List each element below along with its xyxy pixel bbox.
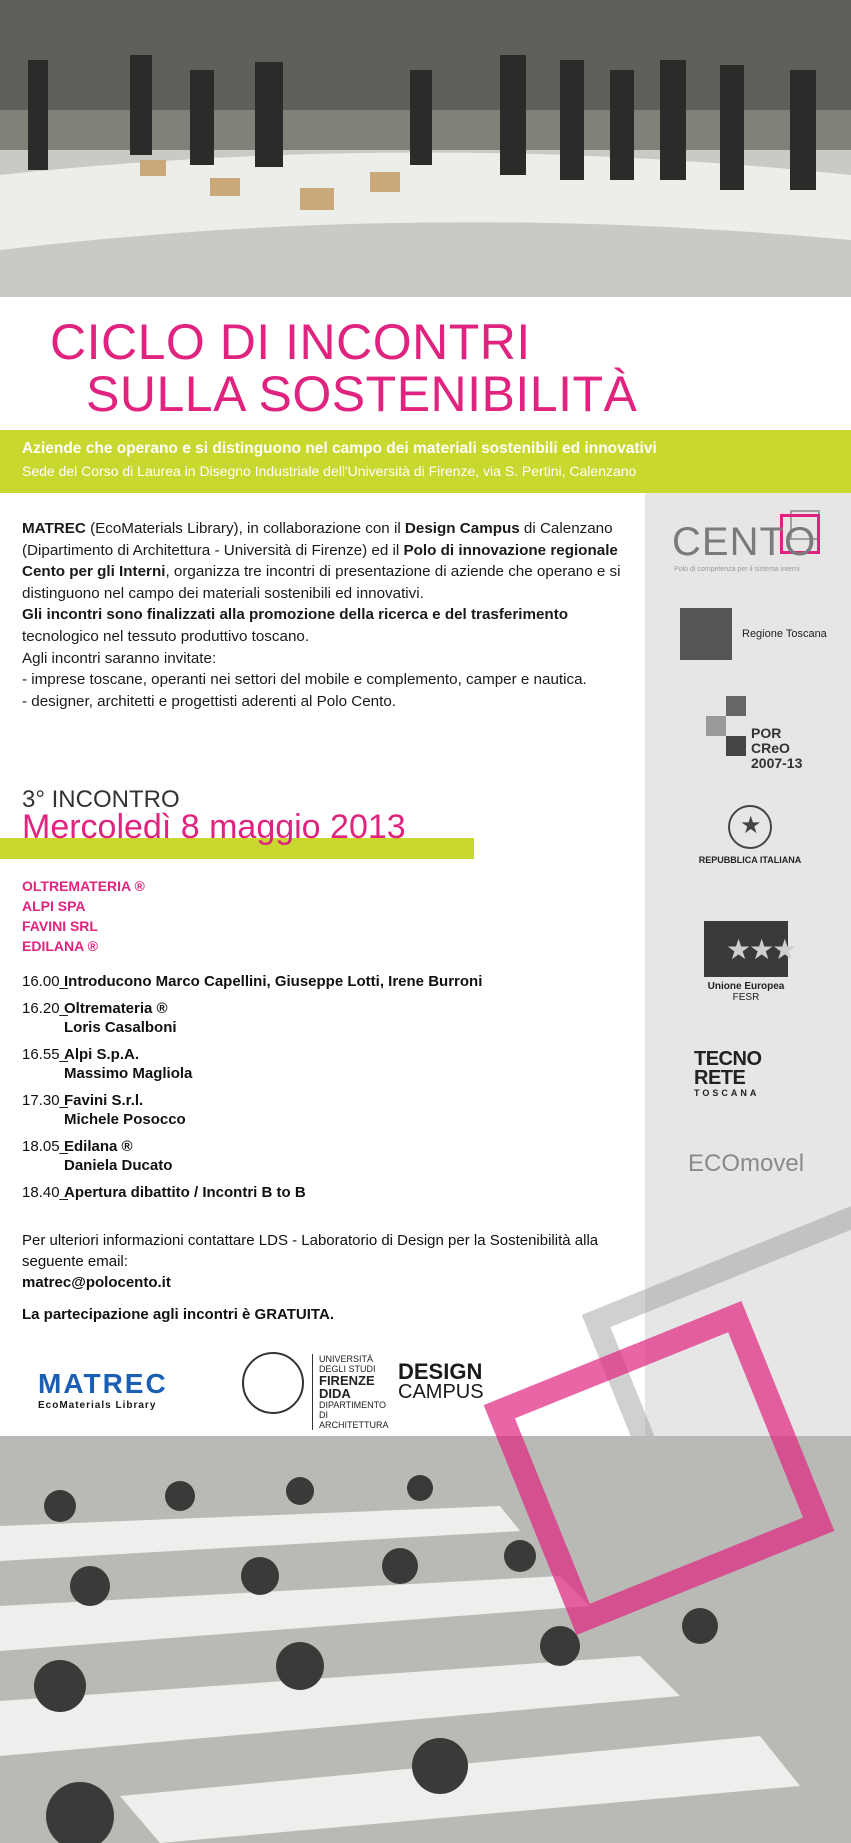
por-square-2 — [706, 716, 726, 736]
regione-toscana-text: Regione Toscana — [742, 628, 827, 640]
program-line-1: Oltremateria ® — [64, 999, 168, 1017]
company-item: FAVINI SRL — [22, 918, 98, 934]
top-photo-meeting-room — [0, 0, 851, 297]
program-line-1: Favini S.r.l. — [64, 1091, 144, 1109]
intro-text-1f: , organizza tre incontri di presentazione di aziende che operano e si distinguono nel campo dei materiali sostenibili ed innovativi. — [22, 563, 621, 602]
program-line-1: Edilana ® — [64, 1137, 133, 1155]
intro-paragraph-1 — [22, 518, 622, 604]
tecnorete-logo — [694, 1050, 814, 1098]
unifi-logo — [242, 1352, 389, 1430]
cento-tagline: Polo di competenza per il sistema interni — [674, 566, 800, 573]
fesr-text: FESR — [732, 992, 760, 1003]
design-campus-logo — [398, 1359, 484, 1403]
cento-logo — [672, 510, 822, 573]
campus-word: CAMPUS — [398, 1381, 484, 1403]
intro-text-2b: tecnologico nel tessuto produttivo toscano. — [22, 627, 310, 645]
intro-paragraph-2 — [22, 604, 622, 647]
eu-flag-icon: ★★★ — [704, 921, 788, 977]
intro-text-1b: (EcoMaterials Library), in collaborazione con il — [85, 520, 405, 537]
program-row — [22, 1045, 482, 1084]
repubblica-italiana-logo — [690, 805, 810, 865]
program-desc — [64, 999, 177, 1038]
program-line-2: Michele Posocco — [64, 1111, 186, 1128]
title-line-1: CICLO DI INCONTRI — [50, 314, 531, 370]
top-photo-illustration — [0, 0, 851, 297]
por-square-1 — [726, 696, 746, 716]
company-list — [22, 876, 145, 956]
design-campus-name: Design Campus — [404, 520, 520, 537]
program-time: 16.20_ — [22, 999, 68, 1017]
program-time: 18.40_ — [22, 1183, 68, 1201]
university-seal-icon — [242, 1352, 304, 1414]
program-desc — [64, 972, 482, 992]
company-item: EDILANA ® — [22, 938, 98, 954]
program-time: 18.05_ — [22, 1137, 68, 1155]
intro-paragraph-5: - designer, architetti e progettisti aderenti al Polo Cento. — [22, 692, 396, 710]
program-line-2: Loris Casalboni — [64, 1019, 177, 1036]
program-desc — [64, 1045, 192, 1084]
polo-cento-name: Polo di innovazione regionale Cento per gli Interni — [22, 541, 618, 581]
matrec-word: MATREC — [38, 1368, 168, 1399]
por-creo-logo — [706, 696, 816, 770]
contact-info — [22, 1230, 622, 1293]
unifi-text-2: DEGLI STUDI — [319, 1364, 376, 1374]
intro-paragraph-4: - imprese toscane, operanti nei settori del mobile e complemento, camper e nautica. — [22, 671, 587, 689]
program-row — [22, 972, 482, 992]
program-row — [22, 1183, 482, 1203]
program-desc — [64, 1137, 172, 1176]
program-row — [22, 999, 482, 1038]
por-text-2: CReO — [751, 740, 790, 756]
unifi-text-1: UNIVERSITÀ — [319, 1354, 374, 1364]
por-text-3: 2007-13 — [751, 755, 803, 771]
intro-text — [22, 518, 622, 712]
event-label: 3° INCONTRO — [22, 786, 180, 813]
program-desc — [64, 1091, 186, 1130]
matrec-name: MATREC — [22, 520, 86, 537]
ue-text: Unione Europea — [707, 981, 785, 992]
company-item: ALPI SPA — [22, 898, 86, 914]
repubblica-text: REPUBBLICA ITALIANA — [698, 855, 802, 865]
intro-text-2a: Gli incontri sono finalizzati alla promozione della ricerca e del trasferimento — [22, 606, 569, 624]
cento-word: CENTO — [672, 520, 817, 564]
event-date: Mercoledì 8 maggio 2013 — [22, 808, 406, 846]
program-schedule — [22, 972, 482, 1209]
por-text-1: POR — [751, 725, 782, 741]
pegasus-icon — [680, 608, 732, 660]
unifi-text-4: DIDA — [319, 1386, 351, 1401]
subtitle: Aziende che operano e si distinguono nel campo dei materiali sostenibili ed innovativi — [22, 440, 657, 457]
ecomovel-logo: ECOmovel — [688, 1150, 805, 1177]
rete-text: RETE — [694, 1067, 746, 1089]
matrec-logo — [38, 1368, 168, 1411]
free-participation-note: La partecipazione agli incontri è GRATUITA. — [22, 1306, 334, 1323]
program-line-1: Apertura dibattito / Incontri B to B — [64, 1183, 306, 1201]
program-time: 16.00_ — [22, 973, 68, 990]
subtitle-band — [0, 430, 851, 493]
intro-text-1d: di Calenzano (Dipartimento di Architettura - Università di Firenze) ed il — [22, 520, 613, 559]
unifi-text — [312, 1354, 389, 1430]
program-row — [22, 1137, 482, 1176]
program-line-1: Introducono Marco Capellini, Giuseppe Lotti, Irene Burroni — [64, 973, 483, 990]
por-square-3 — [726, 736, 746, 756]
republic-emblem-icon — [728, 805, 772, 849]
venue: Sede del Corso di Laurea in Disegno Industriale dell'Università di Firenze, via S. Pertini, Calenzano — [22, 463, 637, 479]
company-item: OLTREMATERIA ® — [22, 878, 145, 894]
design-word: DESIGN — [398, 1359, 483, 1384]
contact-email-link[interactable]: matrec@polocento.it — [22, 1274, 171, 1291]
program-line-2: Massimo Magliola — [64, 1065, 193, 1082]
unifi-text-3: FIRENZE — [319, 1373, 375, 1388]
intro-paragraph-3: Agli incontri saranno invitate: — [22, 649, 217, 667]
por-creo-text — [751, 726, 802, 771]
tecno-text: TECNO — [694, 1048, 762, 1070]
program-desc — [64, 1183, 306, 1203]
unione-europea-logo — [704, 921, 796, 1003]
page-title — [50, 316, 637, 420]
program-row — [22, 1091, 482, 1130]
program-time: 16.55_ — [22, 1045, 68, 1063]
unifi-text-5: DIPARTIMENTO DI ARCHITETTURA — [319, 1400, 389, 1430]
program-line-2: Daniela Ducato — [64, 1157, 173, 1174]
title-line-2: SULLA SOSTENIBILITÀ — [86, 366, 638, 422]
matrec-sub: EcoMaterials Library — [38, 1400, 157, 1411]
program-line-1: Alpi S.p.A. — [64, 1045, 139, 1063]
toscana-text: TOSCANA — [694, 1088, 760, 1098]
program-time: 17.30_ — [22, 1091, 68, 1109]
contact-text: Per ulteriori informazioni contattare LDS - Laboratorio di Design per la Sostenibilità alla seguente email: — [22, 1232, 599, 1270]
